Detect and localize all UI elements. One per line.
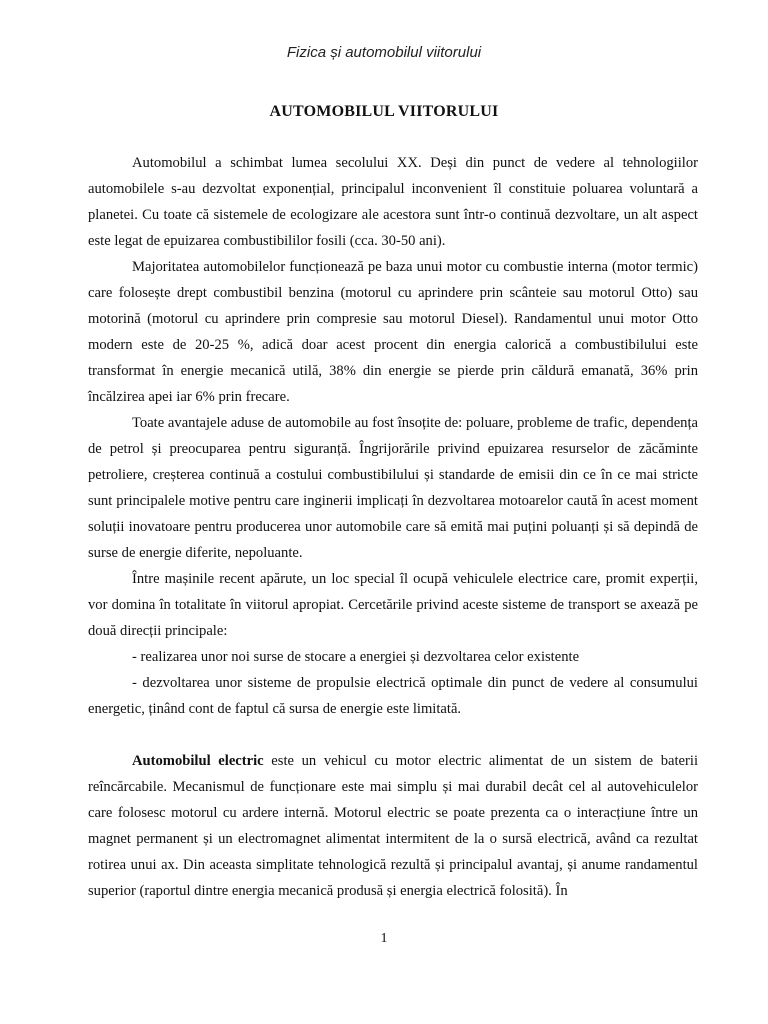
paragraph-engines: Majoritatea automobilelor funcționează pe baza unui motor cu combustie interna (motor termic) care folosește drept combustibil benzina (motorul cu aprindere prin scânteie sau motorul Otto) sau motorină (motorul cu aprindere prin compresie sau motorul Diesel). Randamentul unui motor Otto modern este de 20-25 %, adică doar acest procent din energia calorică a combustibilului este transformat în energie mecanică utilă, 38% din energie se pierde prin căldură emanată, 36% prin încălzirea apei iar 6% prin frecare. xyxy=(88,259,698,405)
list-item-propulsion: - dezvoltarea unor sisteme de propulsie electrică optimale din punct de vedere al consumului energetic, ținând cont de faptul că sursa de energie este limitată. xyxy=(88,675,698,717)
electric-car-term: Automobilul electric xyxy=(132,753,264,769)
electric-car-text: este un vehicul cu motor electric alimentat de un sistem de baterii reîncărcabile. Mecanismul de funcționare este mai simplu și mai durabil decât cel al autovehiculelor care folosesc motorul cu ardere internă. Motorul electric se poate prezenta ca o interacțiune între un magnet permanent și un electromagnet alimentat intermitent de la o sursă electrică, având ca rezultat rotirea unui ax. Din aceasta simplitate tehnologică rezultă și principalul avantaj, și anume randamentul superior (raportul dintre energia mecanică produsă și energia electrică folosită). În xyxy=(88,753,698,899)
paragraph-electric-vehicles: Între mașinile recent apărute, un loc special îl ocupă vehiculele electrice care, promit experții, vor domina în totalitate în viitorul apropiat. Cercetările privind aceste sisteme de transport se axează pe două direcții principale: xyxy=(88,571,698,639)
section-spacer xyxy=(88,722,698,748)
paragraph-electric-car xyxy=(88,748,698,904)
running-header: Fizica și automobilul viitorului xyxy=(286,44,482,61)
paragraph-intro: Automobilul a schimbat lumea secolului XX. Deși din punct de vedere al tehnologiilor automobilele s-au dezvoltat exponențial, principalul inconvenient îl constituie poluarea voluntară a planetei. Cu toate că sistemele de ecologizare ale acestora sunt într-o continuă dezvoltare, un alt aspect este legat de epuizarea combustibililor fosili (cca. 30-50 ani). xyxy=(88,155,698,249)
list-item-storage: - realizarea unor noi surse de stocare a energiei și dezvoltarea celor existente xyxy=(132,649,580,665)
document-title: AUTOMOBILUL VIITORULUI xyxy=(269,103,499,120)
paragraph-advantages: Toate avantajele aduse de automobile au fost însoțite de: poluare, probleme de trafic, dependența de petrol și preocuparea pentru siguranță. Îngrijorările privind epuizarea resurselor de zăcăminte petroliere, creșterea continuă a costului combustibilului și standarde de emisii din ce în ce mai stricte sunt principalele motive pentru care inginerii implicați în dezvoltarea motoarelor caută în acest moment soluții inovatoare pentru producerea unor automobile care să emită mai puțini poluanți și să depindă de surse de energie diferite, nepoluante. xyxy=(88,415,698,561)
document-body xyxy=(88,150,698,904)
page-number: 1 xyxy=(380,931,388,946)
